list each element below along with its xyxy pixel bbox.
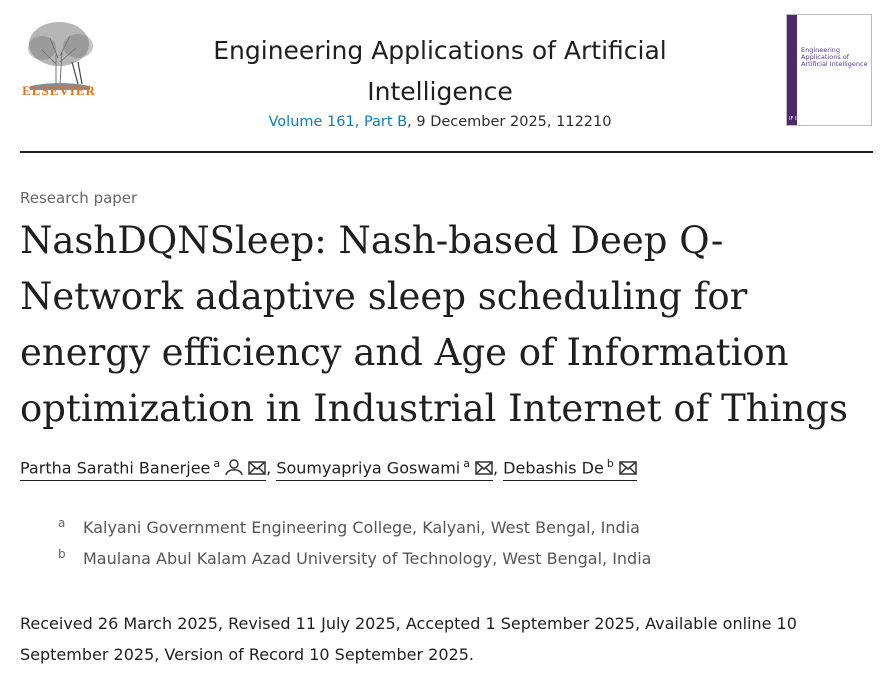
issue-date: , 9 December 2025, 112210 — [407, 114, 612, 130]
author-name: Debashis De — [503, 458, 604, 478]
envelope-icon — [248, 461, 266, 475]
person-icon — [225, 459, 243, 475]
publisher-name: ELSEVIER — [22, 83, 96, 98]
affiliation-text: Kalyani Government Engineering College, Kalyani, West Bengal, India — [83, 518, 640, 537]
journal-title[interactable]: Engineering Applications of Artificial Intelligence — [213, 36, 667, 106]
envelope-icon — [619, 461, 637, 475]
author-link[interactable] — [276, 457, 493, 481]
journal-meta — [160, 114, 720, 130]
author-name: Partha Sarathi Banerjee — [20, 458, 211, 478]
cover-footer: IF IFAC — [789, 116, 806, 122]
author-link[interactable] — [20, 457, 266, 481]
article-title: NashDQNSleep: Nash-based Deep Q-Network adaptive sleep scheduling for energy efficiency and Age of Information optimization in Industrial Internet of Things — [20, 219, 848, 430]
header-divider — [20, 151, 873, 153]
affiliation-marker: b — [606, 457, 614, 470]
author-list: Partha Sarathi Banerjee $^a$ , Soumyapriya Goswami $^a$ , Debashis De $^b$ — [20, 457, 637, 481]
journal-cover-image[interactable] — [786, 14, 872, 126]
article-type: Research paper — [20, 189, 138, 207]
volume-link[interactable]: Volume 161, Part B — [268, 114, 408, 130]
affiliation-marker: a — [463, 457, 470, 470]
journal-header — [20, 0, 873, 152]
affiliation-label: b — [58, 547, 66, 561]
affiliation-text: Maulana Abul Kalam Azad University of Technology, West Bengal, India — [83, 549, 652, 568]
affiliation-marker: a — [213, 457, 221, 470]
cover-title: Engineering Applications of Artificial Intelligence — [801, 46, 868, 68]
author-name: Soumyapriya Goswami — [276, 458, 461, 478]
publication-dates: Received 26 March 2025, Revised 11 July 2025, Accepted 1 September 2025, Available online 10 September 2025, Version of Record 10 September 2025. — [20, 614, 797, 664]
envelope-icon — [475, 461, 493, 475]
affiliation-label: a — [58, 516, 66, 530]
author-link[interactable] — [503, 457, 637, 481]
